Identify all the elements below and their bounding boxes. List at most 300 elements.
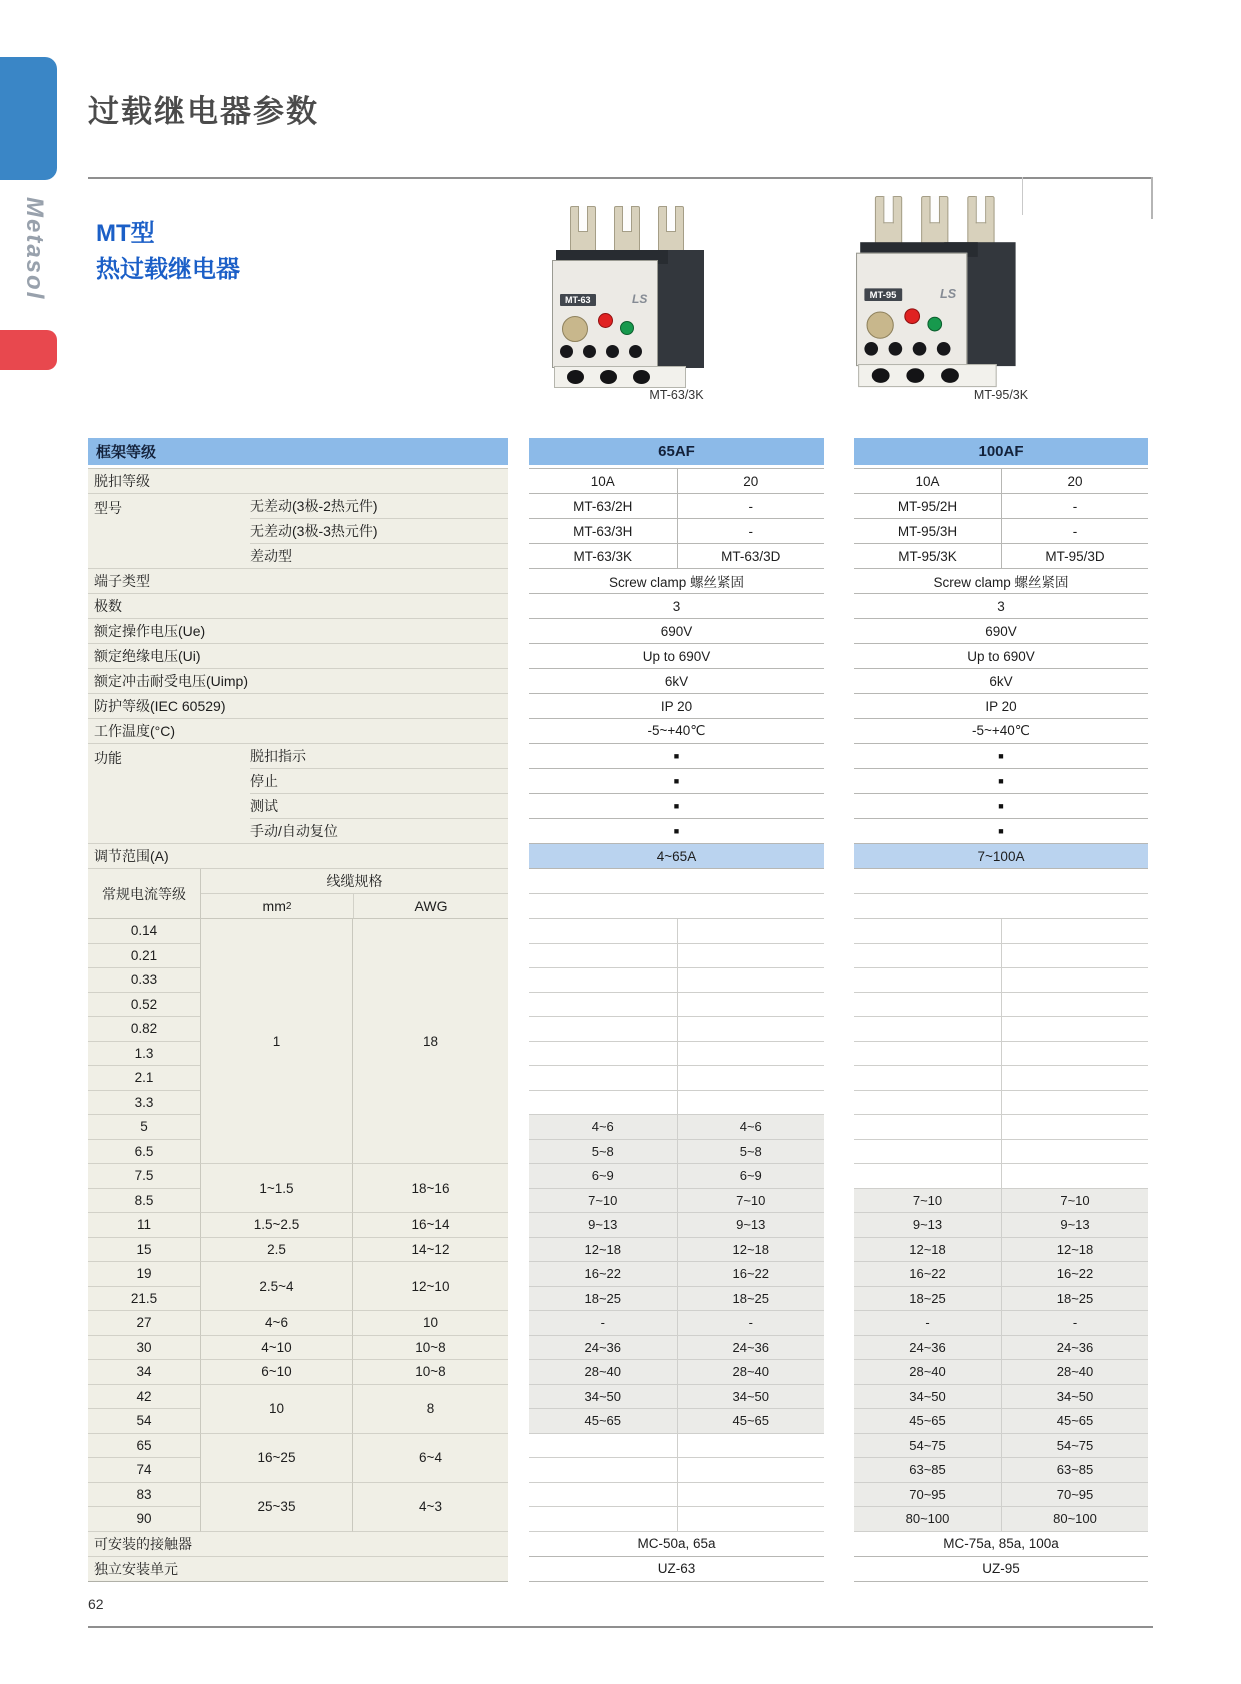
test-dial-green (620, 321, 634, 335)
cable-spec-label: 线缆规格 (201, 869, 508, 894)
rating-value-cell: 34~50 (854, 1385, 1001, 1410)
rating-value-cell (529, 1507, 677, 1532)
row-sublabel-model: 无差动(3极-2热元件) (250, 494, 508, 519)
function-marker: ■ (529, 819, 824, 844)
rating-cell: 34 (88, 1360, 200, 1385)
spec-value: Up to 690V (529, 644, 824, 669)
rating-value-cell (677, 993, 825, 1018)
screw-icon (560, 345, 573, 358)
rating-grid (88, 919, 508, 1532)
model-value: MT-95/3H (897, 523, 958, 539)
frame-65af-header: 65AF (529, 438, 824, 465)
reset-button-red (598, 313, 613, 328)
row-sublabel-function: 停止 (250, 769, 508, 794)
function-marker: ■ (854, 819, 1148, 844)
rating-value-cell: 9~13 (1001, 1213, 1148, 1238)
rating-cell: 0.14 (88, 919, 200, 944)
screw-icon (937, 342, 951, 356)
model-value: MT-63/3K (573, 548, 633, 564)
rating-value-cell: 28~40 (1001, 1360, 1148, 1385)
rating-value-cell (1001, 1164, 1148, 1189)
photo-caption-mt63: MT-63/3K (649, 388, 704, 402)
spec-value: Screw clamp 螺丝紧固 (854, 569, 1148, 594)
footer-divider (88, 1626, 1153, 1628)
parameter-label-rows (88, 468, 508, 1582)
sidebar-blue-tab (0, 57, 57, 180)
rating-value-cell (1001, 1091, 1148, 1116)
rating-value-cell: 12~18 (677, 1238, 825, 1263)
rating-value-cell (529, 1042, 677, 1067)
rating-cell: 54 (88, 1409, 200, 1434)
terminal-hole (872, 368, 890, 383)
cable-mm2-cell: 4~10 (200, 1336, 352, 1361)
spec-value: -5~+40℃ (854, 719, 1148, 744)
sidebar-red-tab (0, 330, 57, 370)
rating-value-cell: 45~65 (677, 1409, 825, 1434)
cable-mm2-cell: 2.5~4 (200, 1262, 352, 1311)
rating-value-cell (529, 1458, 677, 1483)
rating-value-cell: - (677, 1311, 825, 1336)
model-row (529, 519, 824, 544)
frame-100af-rows (854, 468, 1148, 1582)
screw-icon (864, 342, 878, 356)
rating-value-cell: - (854, 1311, 1001, 1336)
cable-awg-cell: 10~8 (352, 1336, 508, 1361)
mounting-unit-value: UZ-95 (854, 1557, 1148, 1582)
frame-100af-table (854, 438, 1148, 1582)
spacer-row (854, 894, 1148, 919)
ls-logo: LS (940, 286, 957, 301)
rating-value-cell (854, 919, 1001, 944)
cable-spec-header (200, 869, 508, 918)
row-label-contactors: 可安装的接触器 (88, 1532, 508, 1557)
relay-model-chip: MT-95 (864, 288, 901, 301)
cable-mm2-cell: 1 (200, 919, 352, 1164)
rating-value-cell (529, 993, 677, 1018)
model-row (854, 519, 1148, 544)
rating-cell: 0.82 (88, 1017, 200, 1042)
terminal-lugs (570, 206, 684, 252)
rating-value-cell: 4~6 (529, 1115, 677, 1140)
rating-cell: 5 (88, 1115, 200, 1140)
function-marker: ■ (529, 769, 824, 794)
rating-cell: 3.3 (88, 1091, 200, 1116)
rating-value-cell: 9~13 (529, 1213, 677, 1238)
rating-cell: 0.33 (88, 968, 200, 993)
rating-value-cell: 18~25 (677, 1287, 825, 1312)
row-label-spec: 极数 (88, 594, 508, 619)
row-sublabel-function: 手动/自动复位 (250, 823, 338, 839)
screw-icon (583, 345, 596, 358)
model-value: - (677, 494, 825, 518)
rating-value-cell: 45~65 (854, 1409, 1001, 1434)
row-sublabel-function: 脱扣指示 (250, 744, 508, 769)
rating-value-cell: 18~25 (529, 1287, 677, 1312)
model-value: - (1001, 519, 1148, 543)
spacer-row (529, 894, 824, 919)
rating-value-cell: 45~65 (529, 1409, 677, 1434)
rating-value-cell (677, 1434, 825, 1459)
frame-65af-table (529, 438, 824, 1582)
frame-100af-header: 100AF (854, 438, 1148, 465)
rating-value-cell: 16~22 (529, 1262, 677, 1287)
rating-value-cell (854, 993, 1001, 1018)
fork-notch (622, 206, 632, 232)
row-label-mounting-unit: 独立安装单元 (88, 1557, 508, 1582)
fork-terminal-icon (614, 206, 640, 252)
row-sublabel-model: 差动型 (250, 548, 292, 564)
rating-value-cell: 5~8 (677, 1140, 825, 1165)
row-label-spec: 额定操作电压(Ue) (88, 619, 508, 644)
rating-value-cell (854, 968, 1001, 993)
rating-value-cell: 16~22 (854, 1262, 1001, 1287)
row-sublabel-model: 无差动(3极-3热元件) (250, 519, 508, 544)
terminal-lugs (875, 196, 995, 244)
spacer-row (854, 869, 1148, 894)
rating-value-cell: 28~40 (854, 1360, 1001, 1385)
row-label-spec: 工作温度(°C) (88, 719, 508, 744)
rating-value-grid (854, 919, 1148, 1532)
rating-value-cell (854, 1164, 1001, 1189)
fork-terminal-icon (875, 196, 902, 244)
product-photo-mt63 (552, 206, 712, 388)
reset-button-red (904, 308, 920, 324)
cable-mm2-cell: 16~25 (200, 1434, 352, 1483)
row-label-adjust-range: 调节范围(A) (88, 844, 508, 869)
cable-mm2-cell: 2.5 (200, 1238, 352, 1263)
function-sub-rows (250, 744, 508, 843)
rating-value-cell: 24~36 (1001, 1336, 1148, 1361)
row-group-function (88, 744, 508, 844)
function-marker: ■ (854, 794, 1148, 819)
cable-mm2-cell: 4~6 (200, 1311, 352, 1336)
rating-cell: 0.21 (88, 944, 200, 969)
mounting-unit-value: UZ-63 (529, 1557, 824, 1582)
fork-notch (578, 206, 588, 232)
rating-value-cell (854, 1115, 1001, 1140)
rating-value-cell (1001, 968, 1148, 993)
cable-awg-cell: 12~10 (352, 1262, 508, 1311)
relay-body (552, 250, 712, 388)
rating-value-grid (529, 919, 824, 1532)
page-number: 62 (88, 1596, 104, 1612)
spec-value: Up to 690V (854, 644, 1148, 669)
rating-value-cell: 54~75 (1001, 1434, 1148, 1459)
section-title-line1: MT型 (96, 220, 155, 247)
terminal-hole (633, 370, 650, 384)
photo-caption-mt95: MT-95/3K (973, 388, 1029, 402)
screw-icon (913, 342, 927, 356)
rating-value-cell: 34~50 (677, 1385, 825, 1410)
test-dial-green (927, 317, 942, 332)
rating-cell: 6.5 (88, 1140, 200, 1165)
row-label-spec: 防护等级(IEC 60529) (88, 694, 508, 719)
trip-class-value: 10A (590, 473, 615, 489)
rating-value-cell: 6~9 (529, 1164, 677, 1189)
function-marker: ■ (854, 744, 1148, 769)
rating-value-cell: 70~95 (854, 1483, 1001, 1508)
rating-value-cell (1001, 993, 1148, 1018)
model-value: - (1001, 494, 1148, 518)
rating-value-cell: 54~75 (854, 1434, 1001, 1459)
adjust-range-value: 4~65A (529, 844, 824, 869)
rating-value-cell (1001, 1115, 1148, 1140)
rating-value-cell: 28~40 (529, 1360, 677, 1385)
relay-model-chip: MT-63 (560, 294, 596, 306)
row-group-model (88, 494, 508, 569)
rating-value-cell (529, 1066, 677, 1091)
rating-cell: 90 (88, 1507, 200, 1532)
spec-value: 3 (529, 594, 824, 619)
rating-value-cell (529, 1091, 677, 1116)
rating-value-cell (1001, 1042, 1148, 1067)
relay-base (858, 364, 997, 387)
model-row (529, 544, 824, 569)
terminal-hole (600, 370, 617, 384)
section-title-line2: 热过载继电器 (96, 256, 240, 283)
rating-cell: 15 (88, 1238, 200, 1263)
trip-class-row (854, 469, 1148, 494)
function-marker: ■ (854, 769, 1148, 794)
spec-value: 6kV (529, 669, 824, 694)
rating-value-cell: 18~25 (1001, 1287, 1148, 1312)
rating-value-cell (677, 1066, 825, 1091)
fork-terminal-icon (658, 206, 684, 252)
model-value: MT-95/3K (898, 548, 957, 564)
cable-awg-cell: 4~3 (352, 1483, 508, 1532)
rating-value-cell: 4~6 (677, 1115, 825, 1140)
rating-value-cell (677, 1042, 825, 1067)
rating-value-cell (1001, 919, 1148, 944)
fork-terminal-icon (921, 196, 948, 244)
section-title (96, 216, 240, 288)
row-label-spec: 额定冲击耐受电压(Uimp) (88, 669, 508, 694)
rating-cell: 74 (88, 1458, 200, 1483)
fork-notch (666, 206, 676, 232)
terminal-hole (567, 370, 584, 384)
contactors-value: MC-50a, 65a (529, 1532, 824, 1557)
function-marker: ■ (529, 794, 824, 819)
rating-value-cell (854, 1017, 1001, 1042)
rating-value-cell: 12~18 (1001, 1238, 1148, 1263)
cable-col-headers (201, 894, 508, 918)
awg-col-header: AWG (353, 894, 508, 918)
rating-value-cell (1001, 1066, 1148, 1091)
amp-adjust-dial (562, 316, 588, 342)
row-label-model: 型号 (94, 500, 122, 516)
rating-value-cell (854, 1091, 1001, 1116)
cable-mm2-cell: 6~10 (200, 1360, 352, 1385)
model-value: MT-63/3H (573, 523, 633, 539)
rating-cell: 30 (88, 1336, 200, 1361)
rating-value-cell (677, 1458, 825, 1483)
mm2-col-header: mm 2 (262, 898, 292, 914)
cable-awg-cell: 10~8 (352, 1360, 508, 1385)
corner-bracket-right (1151, 177, 1153, 219)
terminal-hole (941, 368, 959, 383)
rating-cell: 19 (88, 1262, 200, 1287)
rating-value-cell (677, 968, 825, 993)
parameter-label-table (88, 438, 508, 1582)
cable-awg-cell: 10 (352, 1311, 508, 1336)
screw-icon (889, 342, 903, 356)
contactors-value: MC-75a, 85a, 100a (854, 1532, 1148, 1557)
rating-value-cell (677, 944, 825, 969)
rating-value-cell (677, 1483, 825, 1508)
relay-base (554, 366, 686, 388)
terminal-screws (864, 342, 950, 356)
rating-value-cell: 18~25 (854, 1287, 1001, 1312)
rating-value-cell: - (1001, 1311, 1148, 1336)
trip-class-value: 20 (1001, 469, 1148, 493)
rating-value-cell: 12~18 (529, 1238, 677, 1263)
rating-value-cell: 63~85 (1001, 1458, 1148, 1483)
rating-cell: 2.1 (88, 1066, 200, 1091)
model-value: MT-95/2H (897, 498, 958, 514)
rating-class-label: 常规电流等级 (102, 885, 186, 902)
spec-value: IP 20 (529, 694, 824, 719)
rating-value-cell: 24~36 (854, 1336, 1001, 1361)
fork-notch (883, 196, 894, 223)
rating-value-cell (529, 944, 677, 969)
rating-value-cell (854, 1140, 1001, 1165)
page-title: 过载继电器参数 (88, 94, 319, 129)
cable-mm2-cell: 1~1.5 (200, 1164, 352, 1213)
cable-awg-cell: 14~12 (352, 1238, 508, 1263)
spec-value: 6kV (854, 669, 1148, 694)
product-photo-mt95 (856, 196, 1024, 387)
rating-value-cell: 70~95 (1001, 1483, 1148, 1508)
trip-class-value: 10A (915, 473, 940, 489)
rating-cell: 11 (88, 1213, 200, 1238)
rating-value-cell (1001, 1017, 1148, 1042)
cable-awg-cell: 18~16 (352, 1164, 508, 1213)
rating-cell: 1.3 (88, 1042, 200, 1067)
amp-adjust-dial (867, 312, 894, 339)
rating-value-cell: 16~22 (677, 1262, 825, 1287)
model-value: - (677, 519, 825, 543)
rating-cell: 65 (88, 1434, 200, 1459)
rating-cell: 7.5 (88, 1164, 200, 1189)
fork-terminal-icon (967, 196, 994, 244)
row-label-function: 功能 (94, 750, 122, 766)
cable-awg-cell: 18 (352, 919, 508, 1164)
spacer-row (529, 869, 824, 894)
spec-value: 690V (529, 619, 824, 644)
rating-value-cell (529, 1483, 677, 1508)
specification-table (88, 438, 1148, 1582)
spec-value: 690V (854, 619, 1148, 644)
rating-cell: 42 (88, 1385, 200, 1410)
rating-value-cell: 34~50 (529, 1385, 677, 1410)
spec-value: IP 20 (854, 694, 1148, 719)
rating-value-cell: 80~100 (1001, 1507, 1148, 1532)
trip-class-row (529, 469, 824, 494)
rating-value-cell (854, 1066, 1001, 1091)
terminal-screws (560, 345, 642, 358)
screw-icon (629, 345, 642, 358)
model-value: MT-95/3D (1001, 544, 1148, 568)
mm2-superscript: 2 (285, 900, 292, 912)
spec-value: -5~+40℃ (529, 719, 824, 744)
brand-vertical-label: Metasol (21, 197, 48, 301)
rating-value-cell: 9~13 (854, 1213, 1001, 1238)
model-sub-rows (250, 494, 508, 568)
fork-notch (976, 196, 987, 223)
rating-value-cell: 7~10 (1001, 1189, 1148, 1214)
rating-value-cell (677, 1017, 825, 1042)
trip-class-value: 20 (677, 469, 825, 493)
screw-icon (606, 345, 619, 358)
rating-value-cell (677, 1091, 825, 1116)
rating-value-cell: 5~8 (529, 1140, 677, 1165)
rating-cell: 27 (88, 1311, 200, 1336)
model-value: MT-63/2H (573, 498, 633, 514)
rating-value-cell: 34~50 (1001, 1385, 1148, 1410)
row-sublabel-function: 测试 (250, 794, 508, 819)
fork-notch (930, 196, 941, 223)
spec-value: Screw clamp 螺丝紧固 (529, 569, 824, 594)
rating-value-cell: 80~100 (854, 1507, 1001, 1532)
frame-class-header: 框架等级 (88, 438, 508, 465)
cable-awg-cell: 6~4 (352, 1434, 508, 1483)
rating-value-cell: 7~10 (529, 1189, 677, 1214)
rating-value-cell: 24~36 (677, 1336, 825, 1361)
rating-value-cell: 28~40 (677, 1360, 825, 1385)
row-label-spec: 额定绝缘电压(Ui) (88, 644, 508, 669)
fork-terminal-icon (570, 206, 596, 252)
rating-value-cell: - (529, 1311, 677, 1336)
relay-body (856, 242, 1024, 387)
title-divider (88, 177, 1153, 179)
cable-mm2-cell: 1.5~2.5 (200, 1213, 352, 1238)
rating-value-cell: 12~18 (854, 1238, 1001, 1263)
model-value: MT-63/3D (677, 544, 825, 568)
model-row (529, 494, 824, 519)
rating-value-cell: 63~85 (854, 1458, 1001, 1483)
rating-value-cell (529, 1434, 677, 1459)
terminal-hole (906, 368, 924, 383)
cable-awg-cell: 8 (352, 1385, 508, 1434)
ls-logo: LS (632, 292, 648, 306)
rating-value-cell: 7~10 (854, 1189, 1001, 1214)
current-rating-header (88, 869, 508, 919)
rating-value-cell (677, 919, 825, 944)
cable-awg-cell: 16~14 (352, 1213, 508, 1238)
rating-value-cell (1001, 944, 1148, 969)
rating-value-cell: 9~13 (677, 1213, 825, 1238)
rating-value-cell (1001, 1140, 1148, 1165)
rating-value-cell (529, 968, 677, 993)
row-label-spec: 端子类型 (88, 569, 508, 594)
function-marker: ■ (529, 744, 824, 769)
rating-value-cell: 6~9 (677, 1164, 825, 1189)
rating-cell: 83 (88, 1483, 200, 1508)
frame-65af-rows (529, 468, 824, 1582)
adjust-range-value: 7~100A (854, 844, 1148, 869)
rating-cell: 0.52 (88, 993, 200, 1018)
rating-cell: 21.5 (88, 1287, 200, 1312)
rating-value-cell (529, 1017, 677, 1042)
rating-value-cell: 24~36 (529, 1336, 677, 1361)
row-label-trip-class: 脱扣等级 (88, 469, 508, 494)
cable-mm2-cell: 10 (200, 1385, 352, 1434)
model-row (854, 494, 1148, 519)
rating-value-cell: 45~65 (1001, 1409, 1148, 1434)
cable-mm2-cell: 25~35 (200, 1483, 352, 1532)
rating-value-cell (677, 1507, 825, 1532)
spec-value: 3 (854, 594, 1148, 619)
